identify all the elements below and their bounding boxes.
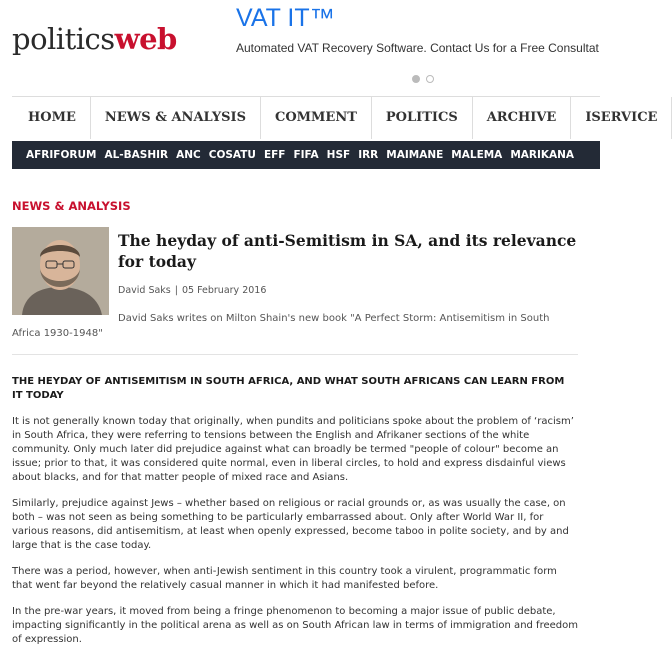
ad-banner[interactable] bbox=[236, 4, 600, 55]
article-paragraph-3: There was a period, however, when anti-Jewish sentiment in this country took a virulent, programmatic form that went far beyond the relatively casual manner in which it had manifested before. bbox=[12, 566, 557, 591]
article-paragraph-2: Similarly, prejudice against Jews – whether based on religious or racial grounds or, as was usually the case, on both – was not seen as being something to be particularly embarrassed about. Only after World War II, for various reasons, did antisemitism, at least when openly expressed, become taboo in polite society, and by and large that is the case today. bbox=[12, 498, 569, 551]
tag-cosatu[interactable]: COSATU bbox=[208, 149, 256, 161]
nav-home[interactable]: HOME bbox=[12, 97, 91, 139]
tag-afriforum[interactable]: AFRIFORUM bbox=[26, 149, 97, 161]
tag-anc[interactable]: ANC bbox=[176, 149, 201, 161]
tag-maimane[interactable]: MAIMANE bbox=[386, 149, 444, 161]
logo-text-web: web bbox=[114, 22, 177, 56]
site-logo[interactable] bbox=[12, 22, 177, 56]
logo-text-politics: politics bbox=[12, 22, 115, 56]
article-paragraph-4: In the pre-war years, it moved from being a fringe phenomenon to becoming a major issue of public debate, impacting significantly in the political arena as well as on South African law in terms of immigration and freedom of expression. bbox=[12, 606, 578, 645]
article-title: The heyday of anti-Semitism in SA, and its relevance for today bbox=[118, 231, 577, 271]
ad-title[interactable]: VAT IT™ bbox=[236, 4, 335, 32]
tag-fifa[interactable]: FIFA bbox=[293, 149, 319, 161]
carousel-dot-2[interactable] bbox=[426, 75, 434, 83]
site-header bbox=[0, 0, 600, 92]
tag-irr[interactable]: IRR bbox=[358, 149, 379, 161]
author-name[interactable]: David Saks bbox=[118, 285, 171, 296]
article-paragraph-1: It is not generally known today that originally, when pundits and politicians spoke about the problem of ‘racism’ in South Africa, they were referring to tensions between the English and Afrikaner sections of the white community. Only much later did prejudice against what can broadly be termed "people of colour" become an issue; prior to that, it was considered quite normal, even in liberal circles, to hold and express disdainful views about blacks, and for that matter people of mixed race and Asians. bbox=[12, 416, 574, 483]
carousel-dot-1[interactable] bbox=[412, 75, 420, 83]
tag-hsf[interactable]: HSF bbox=[326, 149, 351, 161]
article-heading: THE HEYDAY OF ANTISEMITISM IN SOUTH AFRICA, AND WHAT SOUTH AFRICANS CAN LEARN FROM IT TODAY bbox=[12, 376, 565, 401]
nav-comment[interactable]: COMMENT bbox=[261, 97, 372, 139]
nav-news-analysis[interactable]: NEWS & ANALYSIS bbox=[91, 97, 261, 139]
tag-al-bashir[interactable]: AL-BASHIR bbox=[104, 149, 169, 161]
nav-politics[interactable]: POLITICS bbox=[372, 97, 473, 139]
byline-separator: | bbox=[174, 285, 178, 296]
topic-tag-bar bbox=[12, 141, 600, 169]
tag-malema[interactable]: MALEMA bbox=[451, 149, 503, 161]
nav-archive[interactable]: ARCHIVE bbox=[473, 97, 572, 139]
tag-marikana[interactable]: MARIKANA bbox=[510, 149, 575, 161]
section-title: NEWS & ANALYSIS bbox=[12, 199, 131, 213]
content-divider bbox=[12, 354, 578, 355]
ad-text[interactable]: Automated VAT Recovery Software. Contact Us for a Free Consultat bbox=[236, 41, 599, 55]
author-photo bbox=[12, 227, 109, 315]
main-navigation bbox=[12, 96, 658, 138]
article-byline bbox=[118, 285, 266, 296]
ad-carousel-dots bbox=[412, 68, 440, 87]
article-body bbox=[12, 375, 578, 659]
article-date: 05 February 2016 bbox=[181, 285, 267, 296]
nav-iservice[interactable]: ISERVICE bbox=[571, 97, 672, 139]
tag-eff[interactable]: EFF bbox=[263, 149, 286, 161]
article-summary: David Saks writes on Milton Shain's new book "A Perfect Storm: Antisemitism in South Africa 1930-1948" bbox=[12, 313, 550, 339]
